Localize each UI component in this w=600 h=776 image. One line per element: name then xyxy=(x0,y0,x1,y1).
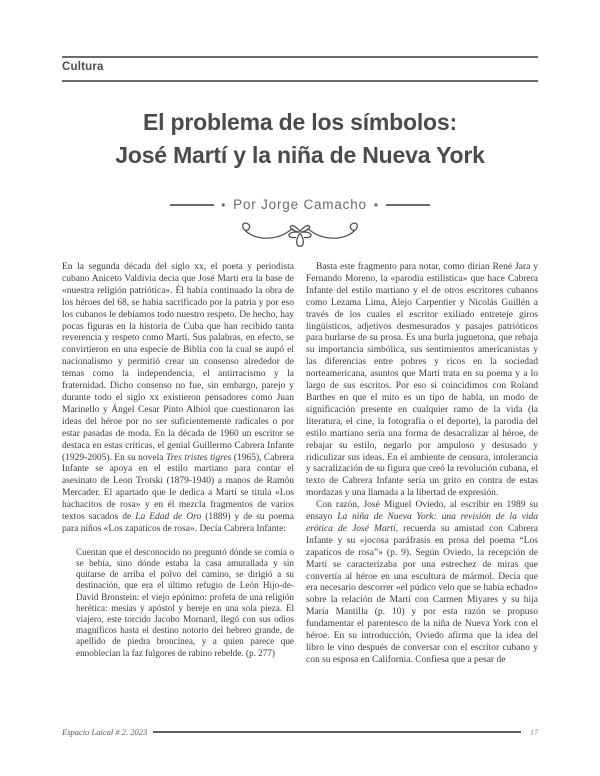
left-column-paragraph: En la segunda década del siglo xx, el poeta y periodista cubano Aniceto Valdivia decía que José Martí era la base de «nuestra religión patriótica». Él había continuado la obra de los héroes del 68, se había sacrificado por la patria y por eso los cubanos le debíamos todo nuestro respeto. De hecho, hay pocas figuras en la historia de Cuba que han recibido tanta reverencia y respeto como Martí. Sus palabras, en efecto, se convirtieron en una especie de Biblia con la cual se aupó el nacionalismo y permitió crear un consenso alrededor de temas como la independencia, el antirracismo y la fraternidad. Dicho consenso no fue, sin embargo, parejo y durante todo el siglo xx existieron pensadores como Juan Marinello y Ángel Cesar Pinto Albiol que cuestionaron las ideas del héroe por no ser suficientemente radicales o por estar pasadas de moda. En la década de 1960 un escritor se destaca en estas críticas, el genial Guillermo Cabrera Infante (1929-2005). En su novela Tres tristes tigres (1965), Cabrera Infante se apoya en el estilo martiano para contar el asesinato de Leon Trotski (1879-1940) a manos de Ramón Mercader. El apartado que le dedica a Martí se titula «Los hachacitos de rosa» y en él mezcla fragmentos de varios textos sacados de La Edad de Oro (1889) y de su poema para niños «Los zapaticos de rosa». Decía Cabrera Infante: xyxy=(62,262,294,534)
right-column-paragraph-1: Basta este fragmento para notar, como dirían René Jara y Fernando Moreno, la «parodia estilística» que hace Cabrera Infante del estilo martiano y el de otros escritores cubanos como Lezama Lima, Alejo Carpentier y Nicolás Guillén a través de los cuales el escritor exiliado entreteje giros lingüísticos, adjetivos desmesurados y pasajes patrióticos para burlarse de su prosa. Es una burla juguetona, que rebaja su importancia simbólica, sus sentimientos americanistas y las diferencias entre pobres y ricos en la sociedad norteamericana, asuntos que Martí trata en su poema y a lo largo de sus escritos. Por eso si coincidimos con Roland Barthes en que el mito es un tipo de habla, un modo de significación presente en cualquier ramo de la vida (la literatura, el cine, la fotografía o el deporte), la parodia del estilo martiano sería una forma de desacralizar al héroe, de rebajar su estilo, negarlo por ampuloso y desusado y ridiculizar sus ideas. En el ambiente de censura, intolerancia y sacralización de su figura que creó la revolución cubana, el texto de Cabrera Infante sería un grito en contra de estas mordazas y una llamada a la libertad de expresión. xyxy=(306,262,538,499)
byline-left-dash xyxy=(170,204,214,206)
byline-author: Por Jorge Camacho xyxy=(233,197,367,212)
article-title xyxy=(0,106,600,172)
journal-issue-label: Espacio Laical # 2. 2023 xyxy=(62,727,148,737)
block-quote: Cuentan que el desconocido no preguntó dónde se comía o se bebía, sino dónde estaba la casa amurallada y sin quitarse de arriba el polvo del camino, se dirigió a su destinación, que era el último refugio de León Hijo-de-David Bronstein: el viejo epónimo: profeta de una religión herética: mesías y apóstol y hereje en una sola pieza. El viajero, este torcido Jacobo Mornard, llegó con sus odios magníficos hasta el destino notorio del hebreo grande, de apellido de piedra broncínea, y a quien parece que ennoblecían la faz fulgores de rabino rebelde. (p. 277) xyxy=(76,546,294,658)
ornament xyxy=(0,219,600,254)
page-footer xyxy=(62,727,538,737)
article-title-line1: El problema de los símbolos: xyxy=(143,109,457,135)
article-body xyxy=(62,262,538,667)
right-column xyxy=(306,262,538,667)
byline xyxy=(0,197,600,212)
section-label: Cultura xyxy=(62,61,104,73)
header-rule-top xyxy=(62,56,538,58)
left-column xyxy=(62,262,294,667)
byline-right-dash xyxy=(386,204,430,206)
calligraphic-flourish-icon xyxy=(237,219,363,249)
byline-left-bullet: • xyxy=(221,197,227,212)
byline-right-bullet: • xyxy=(373,197,379,212)
page-number: 17 xyxy=(530,727,538,737)
footer-rule xyxy=(153,731,521,733)
article-title-line2: José Martí y la niña de Nueva York xyxy=(115,142,485,168)
header-rule-bottom xyxy=(62,80,538,82)
right-column-paragraph-2: Con razón, José Miguel Oviedo, al escribir en 1989 su ensayo La niña de Nueva York: una revisión de la vida erótica de José Martí, recuerda su amistad con Cabrera Infante y su «jocosa paráfrasis en prosa del poema “Los zapaticos de rosa”» (p. 9). Según Oviedo, la recepción de Martí se caracterizaba por una estrechez de miras que convertía al héroe en una escultura de mármol. Decía que era necesario descorrer «el púdico velo que se había echado» sobre la relación de Martí con Carmen Miyares y su hija María Mantilla (p. 10) y por esta razón se propuso fundamentar el parentesco de la niña de Nueva York con el héroe. En su introducción, Oviedo afirma que la idea del libro le vino después de conversar con el escritor cubano y con su esposa en California. Confiesa que a pesar de xyxy=(306,500,538,665)
